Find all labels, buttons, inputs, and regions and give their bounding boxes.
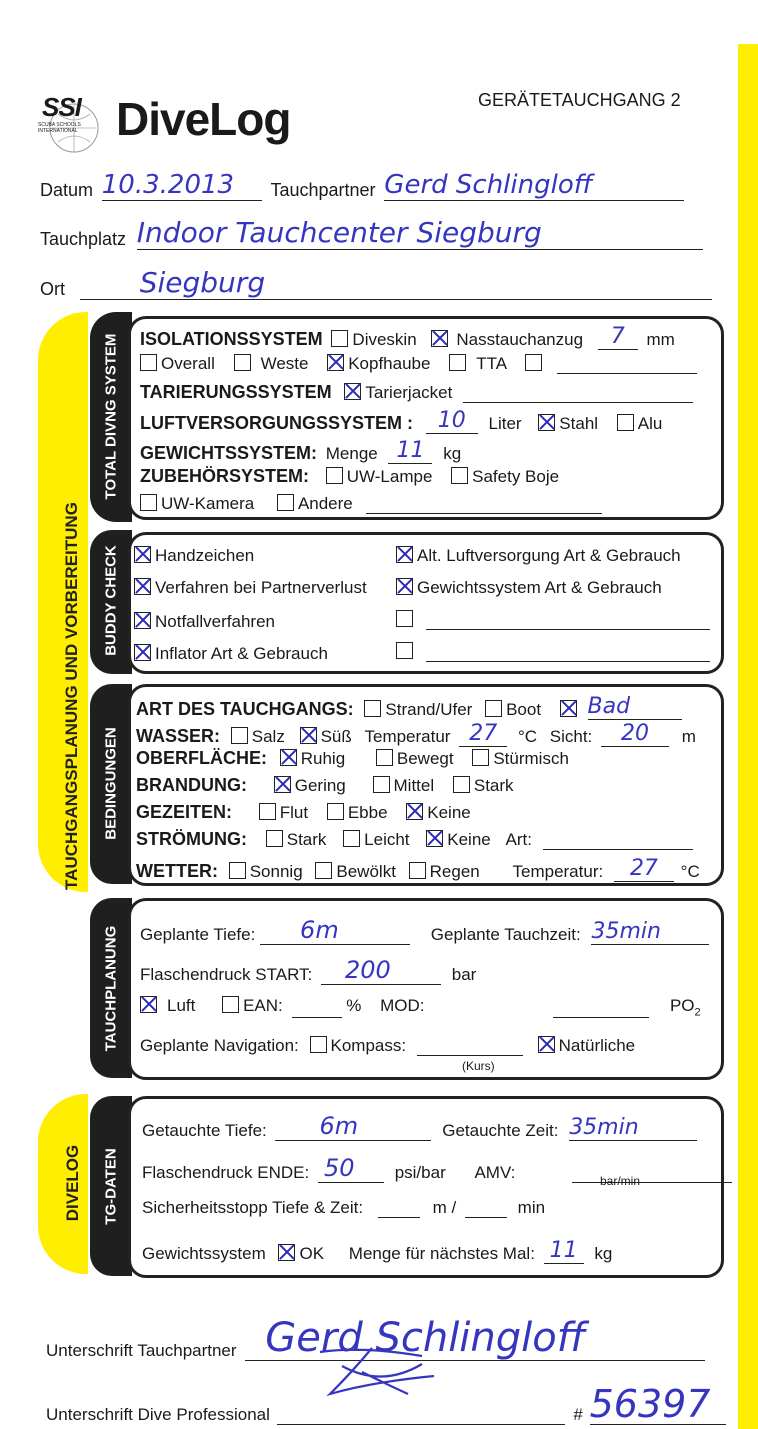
ebb-label: Ebbe [347, 803, 388, 822]
divelog-side-label: DIVELOG [63, 1144, 82, 1222]
camera-checkbox[interactable] [140, 494, 157, 511]
buddy-item-5 [396, 546, 681, 566]
tide-row [136, 802, 471, 823]
buddy-item-4-label: Inflator Art & Gebrauch [155, 644, 328, 663]
planned-time-label: Geplante Tauchzeit: [430, 925, 581, 944]
overall-checkbox[interactable] [140, 354, 157, 371]
cloudy-label: Bewölkt [336, 862, 396, 881]
overall-label: Overall [161, 354, 215, 373]
moving-label: Bewegt [396, 749, 454, 768]
date-label: Datum [40, 180, 94, 200]
tide-label: GEZEITEN: [136, 802, 233, 822]
safety-stop-label: Sicherheitsstopp Tiefe & Zeit: [142, 1198, 364, 1217]
buddy-signature-label: Unterschrift Tauchpartner [46, 1341, 237, 1360]
other-label: Andere [297, 494, 353, 513]
planning-tab-label: TAUCHPLANUNG [102, 925, 120, 1052]
compass-checkbox[interactable] [310, 1036, 327, 1053]
safety-stop-depth-field[interactable] [378, 1201, 420, 1218]
surf-label: BRANDUNG: [136, 775, 247, 795]
buoyancy-other-field[interactable] [463, 386, 693, 403]
buddy-item-8-field[interactable] [426, 645, 710, 662]
planned-time-field[interactable]: 35min [591, 919, 709, 945]
visibility-field[interactable]: 20 [601, 721, 669, 747]
water-label: WASSER: [136, 726, 221, 746]
site-field[interactable]: Indoor Tauchcenter Siegburg [137, 216, 703, 250]
ean-label: EAN: [243, 996, 283, 1015]
mod-label: MOD: [380, 996, 425, 1015]
cloudy-checkbox[interactable] [315, 862, 332, 879]
water-temp-unit: °C [517, 727, 538, 746]
water-temp-field[interactable]: 27 [459, 721, 507, 747]
hood-checkbox[interactable] [327, 354, 344, 371]
current-strong-checkbox[interactable] [266, 830, 283, 847]
natural-checkbox[interactable] [538, 1036, 555, 1053]
place-label: Ort [40, 279, 65, 299]
buddy-item-3 [134, 612, 275, 632]
buddy-item-7-checkbox[interactable] [396, 610, 413, 627]
navigation-row [140, 1036, 635, 1056]
weight-ok-checkbox[interactable] [278, 1244, 295, 1261]
current-row [136, 829, 693, 850]
other-field[interactable] [366, 497, 602, 514]
current-light-checkbox[interactable] [343, 830, 360, 847]
air-label: Luft [167, 996, 196, 1015]
wetsuit-checkbox[interactable] [431, 330, 448, 347]
natural-label: Natürliche [558, 1036, 636, 1055]
steel-checkbox[interactable] [538, 414, 555, 431]
alu-label: Alu [637, 414, 663, 433]
visibility-label: Sicht: [549, 727, 593, 746]
buddy-check-tab-label: BUDDY CHECK [102, 545, 120, 656]
logo-subtitle: SCUBA SCHOOLS INTERNATIONAL [38, 122, 81, 134]
page-title: DiveLog [116, 93, 291, 145]
compass-field[interactable] [417, 1039, 523, 1056]
buddy-item-2-checkbox[interactable] [134, 578, 151, 595]
buoy-label: Safety Boje [472, 467, 560, 486]
yellow-edge-strip [738, 44, 758, 1429]
end-pressure-field[interactable]: 50 [318, 1154, 384, 1183]
other-checkbox[interactable] [277, 494, 294, 511]
ean-percent: % [346, 996, 362, 1015]
weight-row [140, 438, 461, 464]
buddy-field[interactable]: Gerd Schlingloff [384, 170, 684, 201]
buddy-item-1-label: Handzeichen [155, 546, 255, 565]
current-kind-label: Art: [505, 830, 532, 849]
isolation-label: ISOLATIONSSYSTEM [140, 329, 323, 349]
ean-field[interactable] [292, 1001, 342, 1018]
surf-medium-checkbox[interactable] [373, 776, 390, 793]
pro-signature-row [46, 1384, 726, 1425]
jacket-label: Tarierjacket [365, 383, 453, 402]
buoyancy-label: TARIERUNGSSYSTEM [140, 382, 332, 402]
water-row [136, 721, 696, 747]
vest-label: Weste [260, 354, 309, 373]
salt-checkbox[interactable] [231, 727, 248, 744]
sunny-label: Sonnig [249, 862, 303, 881]
pro-number-hash: # [573, 1405, 583, 1424]
current-strong-label: Stark [286, 830, 327, 849]
amv-unit-caption: bar/min [600, 1174, 641, 1188]
ebb-checkbox[interactable] [327, 803, 344, 820]
actual-depth-field[interactable]: 6m [275, 1112, 431, 1141]
next-weight-field[interactable]: 11 [544, 1238, 584, 1264]
camera-label: UW-Kamera [161, 494, 255, 513]
diveskin-label: Diveskin [352, 330, 417, 349]
buddy-label: Tauchpartner [270, 180, 376, 200]
flood-label: Flut [279, 803, 309, 822]
ssi-logo [38, 92, 110, 154]
weather-label: WETTER: [136, 861, 218, 881]
other-type-checkbox[interactable] [560, 700, 577, 717]
weight-kg-unit: kg [443, 444, 462, 463]
hood-label: Kopfhaube [348, 354, 431, 373]
air-supply-row [140, 408, 662, 434]
po2-label: PO [669, 996, 695, 1015]
fresh-label: Süß [320, 727, 352, 746]
next-weight-label: Menge für nächstes Mal: [348, 1244, 535, 1263]
course-caption: (Kurs) [462, 1059, 495, 1073]
buoy-checkbox[interactable] [451, 467, 468, 484]
buddy-item-1-checkbox[interactable] [134, 546, 151, 563]
current-none-label: Keine [447, 830, 491, 849]
buddy-item-8-checkbox[interactable] [396, 642, 413, 659]
weight-check-row [142, 1238, 612, 1264]
conditions-tab-label: BEDINGUNGEN [102, 727, 120, 840]
buddy-item-5-label: Alt. Luftversorgung Art & Gebrauch [417, 546, 681, 565]
place-field[interactable]: Siegburg [80, 266, 712, 300]
start-pressure-row [140, 956, 476, 985]
surf-strong-checkbox[interactable] [453, 776, 470, 793]
safety-stop-row [142, 1198, 545, 1218]
visibility-unit: m [681, 727, 696, 746]
diveskin-checkbox[interactable] [331, 330, 348, 347]
salt-label: Salz [251, 727, 285, 746]
surf-low-label: Gering [294, 776, 346, 795]
shore-label: Strand/Ufer [385, 700, 473, 719]
pro-signature-label: Unterschrift Dive Professional [46, 1405, 270, 1424]
actual-depth-label: Getauchte Tiefe: [142, 1121, 267, 1140]
accessory-row [140, 466, 559, 487]
amv-label: AMV: [474, 1163, 516, 1182]
vest-checkbox[interactable] [234, 354, 251, 371]
wetsuit-label: Nasstauchanzug [456, 330, 584, 349]
accessory-label: ZUBEHÖRSYSTEM: [140, 466, 310, 486]
tta-checkbox[interactable] [449, 354, 466, 371]
calm-checkbox[interactable] [280, 749, 297, 766]
tg-data-tab-label: TG-DATEN [102, 1148, 120, 1225]
air-temp-unit: °C [680, 862, 700, 881]
rain-label: Regen [429, 862, 480, 881]
safety-stop-time-field[interactable] [465, 1201, 507, 1218]
buddy-item-7-field[interactable] [426, 613, 710, 630]
planned-depth-label: Geplante Tiefe: [140, 925, 256, 944]
buddy-item-4-checkbox[interactable] [134, 644, 151, 661]
current-none-checkbox[interactable] [426, 830, 443, 847]
current-kind-field[interactable] [543, 833, 693, 850]
air-checkbox[interactable] [140, 996, 157, 1013]
navigation-label: Geplante Navigation: [140, 1036, 299, 1055]
mm-unit: mm [646, 330, 675, 349]
flood-checkbox[interactable] [259, 803, 276, 820]
pro-number-field[interactable]: 56397 [590, 1384, 726, 1425]
dive-type-row [136, 694, 682, 720]
tide-none-label: Keine [427, 803, 471, 822]
current-light-label: Leicht [364, 830, 410, 849]
compass-label: Kompass: [330, 1036, 407, 1055]
place-row [40, 266, 712, 300]
tta-label: TTA [476, 354, 507, 373]
fresh-checkbox[interactable] [300, 727, 317, 744]
buddy-item-6 [396, 578, 662, 598]
actual-time-label: Getauchte Zeit: [442, 1121, 559, 1140]
buddy-item-7 [396, 610, 710, 630]
buoyancy-row [140, 382, 693, 403]
ean-checkbox[interactable] [222, 996, 239, 1013]
buddy-item-3-label: Notfallverfahren [155, 612, 276, 631]
lamp-checkbox[interactable] [326, 467, 343, 484]
buddy-signature-field[interactable]: Gerd Schlingloff [245, 1316, 705, 1361]
clothing-other-checkbox[interactable] [525, 354, 542, 371]
site-label: Tauchplatz [40, 229, 127, 249]
stormy-checkbox[interactable] [472, 749, 489, 766]
prep-side-label: TAUCHGANGSPLANUNG UND VORBEREITUNG [62, 502, 81, 890]
date-field[interactable]: 10.3.2013 [102, 170, 262, 201]
liter-unit: Liter [488, 414, 522, 433]
logo-text: SSI [42, 92, 81, 122]
alu-checkbox[interactable] [617, 414, 634, 431]
surf-row [136, 775, 514, 796]
air-temp-label: Temperatur: [512, 862, 604, 881]
buddy-item-1 [134, 546, 254, 566]
tds-tab-label: TOTAL DIVNG SYSTEM [102, 333, 120, 500]
start-pressure-field[interactable]: 200 [321, 956, 441, 985]
buddy-item-4 [134, 644, 328, 664]
end-pressure-label: Flaschendruck ENDE: [142, 1163, 310, 1182]
surface-label: OBERFLÄCHE: [136, 748, 267, 768]
other-type-field[interactable]: Bad [588, 694, 682, 720]
safety-stop-min-unit: min [517, 1198, 546, 1217]
safety-stop-m-unit: m / [432, 1198, 457, 1217]
weight-ok-label: OK [299, 1244, 325, 1263]
buddy-item-2-label: Verfahren bei Partnerverlust [155, 578, 367, 597]
boat-label: Boot [506, 700, 542, 719]
steel-label: Stahl [559, 414, 599, 433]
surf-low-checkbox[interactable] [274, 776, 291, 793]
end-pressure-unit: psi/bar [394, 1163, 446, 1182]
boat-checkbox[interactable] [485, 700, 502, 717]
current-label: STRÖMUNG: [136, 829, 247, 849]
buddy-item-3-checkbox[interactable] [134, 612, 151, 629]
air-temp-field[interactable]: 27 [614, 856, 674, 882]
mod-field[interactable] [553, 1001, 649, 1018]
actual-depth-row [142, 1112, 697, 1141]
start-pressure-label: Flaschendruck START: [140, 965, 313, 984]
weight-check-label: Gewichtssystem [142, 1244, 266, 1263]
surf-medium-label: Mittel [393, 776, 435, 795]
jacket-checkbox[interactable] [344, 383, 361, 400]
weight-label: GEWICHTSSYSTEM: [140, 443, 318, 463]
po2-subscript: 2 [694, 1006, 701, 1019]
accessory-row-2 [140, 494, 602, 514]
buddy-item-5-checkbox[interactable] [396, 546, 413, 563]
shore-checkbox[interactable] [364, 700, 381, 717]
rain-checkbox[interactable] [409, 862, 426, 879]
dive-type-label-field: ART DES TAUCHGANGS: [136, 699, 354, 719]
air-supply-label: LUFTVERSORGUNGSSYSTEM : [140, 413, 414, 433]
wetsuit-mm-field[interactable]: 7 [598, 324, 638, 350]
surface-row [136, 748, 569, 769]
isolation-row [140, 324, 675, 350]
buddy-item-6-checkbox[interactable] [396, 578, 413, 595]
tide-none-checkbox[interactable] [406, 803, 423, 820]
clothing-other-field[interactable] [557, 357, 697, 374]
pro-signature-field[interactable] [277, 1406, 565, 1425]
stormy-label: Stürmisch [493, 749, 569, 768]
date-row [40, 170, 684, 201]
planned-depth-field[interactable]: 6m [260, 916, 410, 945]
weather-row [136, 856, 700, 882]
dive-type-label: GERÄTETAUCHGANG 2 [478, 90, 681, 110]
weight-field[interactable]: 11 [388, 438, 432, 464]
weight-amount-label: Menge [325, 444, 378, 463]
gas-row [140, 996, 701, 1018]
calm-label: Ruhig [300, 749, 346, 768]
water-temp-label: Temperatur [364, 727, 451, 746]
moving-checkbox[interactable] [376, 749, 393, 766]
planned-depth-row [140, 916, 709, 945]
clothing-row [140, 354, 697, 374]
next-weight-unit: kg [594, 1244, 613, 1263]
start-pressure-unit: bar [451, 965, 477, 984]
site-row [40, 216, 703, 250]
buddy-item-2 [134, 578, 367, 598]
sunny-checkbox[interactable] [229, 862, 246, 879]
actual-time-field[interactable]: 35min [569, 1115, 697, 1141]
surf-strong-label: Stark [473, 776, 514, 795]
buddy-item-8 [396, 642, 710, 662]
amv-field[interactable] [572, 1166, 732, 1183]
lamp-label: UW-Lampe [346, 467, 433, 486]
buddy-item-6-label: Gewichtssystem Art & Gebrauch [417, 578, 662, 597]
end-pressure-row [142, 1154, 732, 1183]
liters-field[interactable]: 10 [426, 408, 478, 434]
